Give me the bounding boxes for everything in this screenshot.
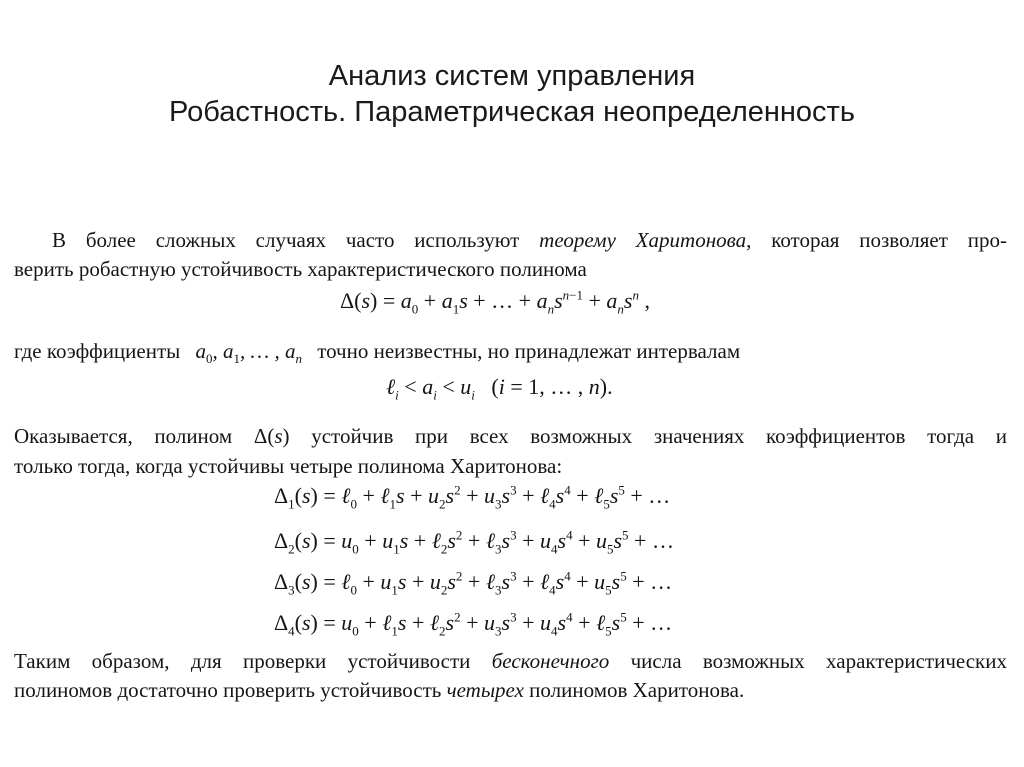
- paragraph-conclusion-line2: полиномов достаточно проверить устойчивость четырех полиномов Харитонова.: [14, 678, 745, 702]
- paragraph-conclusion-line1: Таким образом, для проверки устойчивости бесконечного числа возможных характеристических: [14, 649, 1007, 673]
- paragraph-stability-line1: Оказывается, полином Δ(s) устойчив при всех возможных значениях коэффициентов тогда и: [14, 424, 1008, 448]
- paragraph-coefficients-line: где коэффициенты $a_0$, $a_1$, … , $a_n$ точно неизвестны, но принадлежат интервалам: [14, 339, 741, 367]
- kharitonov-polynomial-4: $\Delta_4(s) = u_0$ + ℓ$_1$s + $\ell_2s^2 + u_3s^3 + u_4s^4$ + $\ell_5s^5$ + …: [274, 609, 673, 639]
- inline-delta: Δ(s): [253, 424, 290, 448]
- coefficient-list: $a_0$, $a_1$, … , $a_n$: [195, 339, 302, 367]
- kharitonov-polynomial-2: $\Delta_2(s) = u_0 + u_1s$ + $\ell_2s^2$ + $\ell_3s^3 + u_4s^4 + u_5s^5$ + …: [274, 527, 674, 557]
- paragraph-intro-line2: верить робастную устойчивость характеристического полинома: [14, 257, 587, 281]
- interval-formula: ℓ$_i$ < $a_i < u_i$ (i = 1, … , n).: [386, 374, 613, 403]
- slide-title-line2: Робастность. Параметрическая неопределенность: [169, 96, 855, 128]
- characteristic-polynomial-formula: $\Delta(s) = a_0 + a_1s$ + … + $a_ns^{n-1} + a_ns^n$ ,: [340, 287, 650, 317]
- paragraph-stability-line2: только тогда, когда устойчивы четыре полинома Харитонова:: [14, 454, 563, 478]
- paragraph-intro-line1: В более сложных случаях часто используют теорему Харитонова, которая позволяет про-: [52, 228, 1007, 252]
- kharitonov-theorem-term: теорему Харитонова: [539, 228, 747, 252]
- slide-title-line1: Анализ систем управления: [328, 60, 696, 92]
- kharitonov-polynomial-1: $\Delta_1(s)$ = ℓ$_0$ + ℓ$_1$s + $u_2s^2 + u_3s^3$ + $\ell_4s^4$ + $\ell_5s^5$ + …: [274, 482, 671, 512]
- kharitonov-polynomial-3: $\Delta_3(s)$ = ℓ$_0$ + $u_1s + u_2s^2$ + $\ell_3s^3$ + $\ell_4s^4 + u_5s^5$ + …: [274, 568, 673, 598]
